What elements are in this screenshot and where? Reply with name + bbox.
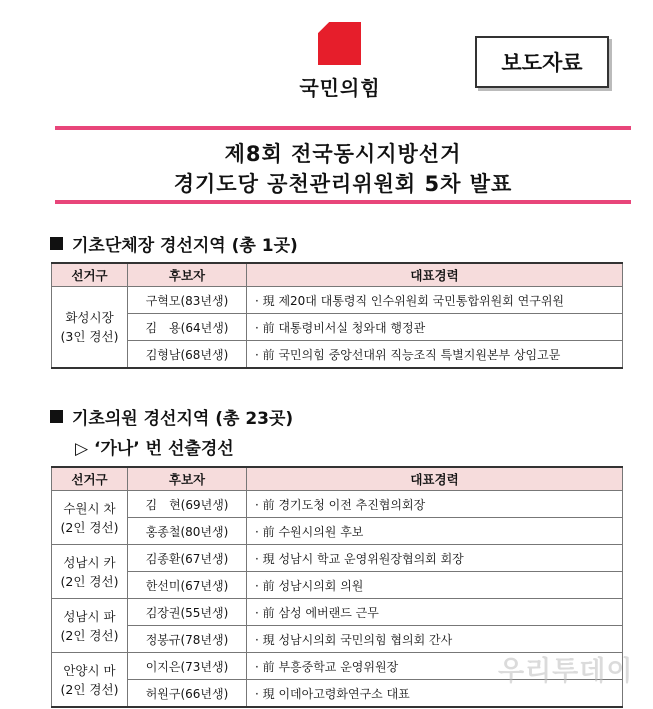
candidate-cell: 김형남(68년생) xyxy=(128,341,247,369)
table-row xyxy=(52,599,623,626)
career-cell: · 現 성남시의회 국민의힘 협의회 간사 xyxy=(247,626,623,653)
region-note: (2인 경선) xyxy=(60,573,119,589)
column-header: 후보자 xyxy=(128,263,247,287)
top-divider xyxy=(55,126,631,130)
bottom-divider xyxy=(55,200,631,204)
career-cell: · 現 성남시 학교 운영위원장협의회 회장 xyxy=(247,545,623,572)
region-cell xyxy=(52,653,128,708)
table-row xyxy=(52,518,623,545)
title-line-2: 경기도당 공천관리위원회 5차 발표 xyxy=(173,172,513,196)
section1-heading-text: 기초단체장 경선지역 (총 1곳) xyxy=(72,236,298,256)
candidate-cell: 구혁모(83년생) xyxy=(128,287,247,314)
career-cell: · 前 국민의힘 중앙선대위 직능조직 특별지원본부 상임고문 xyxy=(247,341,623,369)
party-name: 국민의힘 xyxy=(299,76,381,100)
candidate-cell: 한선미(67년생) xyxy=(128,572,247,599)
region-cell xyxy=(52,287,128,369)
section1-table xyxy=(51,262,623,369)
career-cell: · 前 경기도청 이전 추진협의회장 xyxy=(247,491,623,518)
column-header: 대표경력 xyxy=(247,263,623,287)
party-logo-icon xyxy=(318,22,361,65)
region-note: (2인 경선) xyxy=(60,681,119,697)
region-note: (3인 경선) xyxy=(60,329,119,344)
candidate-cell: 허원구(66년생) xyxy=(128,680,247,708)
candidate-cell: 이지은(73년생) xyxy=(128,653,247,680)
column-header: 후보자 xyxy=(128,467,247,491)
section2-subheading: ▷ ‘가나’ 번 선출경선 xyxy=(75,439,234,459)
press-release-badge: 보도자료 xyxy=(475,36,609,88)
region-note: (2인 경선) xyxy=(60,627,119,643)
career-cell: · 前 수원시의원 후보 xyxy=(247,518,623,545)
square-bullet-icon xyxy=(50,237,63,250)
region-name: 수원시 차 xyxy=(63,500,116,516)
table-row xyxy=(52,314,623,341)
table-header-row xyxy=(52,467,623,491)
title-line-1: 제8회 전국동시지방선거 xyxy=(224,142,462,166)
column-header: 선거구 xyxy=(52,263,128,287)
column-header: 선거구 xyxy=(52,467,128,491)
watermark: 우리투데이 xyxy=(498,656,634,687)
table-row xyxy=(52,341,623,369)
region-name: 화성시장 xyxy=(65,310,114,325)
career-cell: · 前 대통령비서실 청와대 행정관 xyxy=(247,314,623,341)
candidate-cell: 김종환(67년생) xyxy=(128,545,247,572)
table-row xyxy=(52,287,623,314)
candidate-cell: 정봉규(78년생) xyxy=(128,626,247,653)
table-row xyxy=(52,491,623,518)
region-cell xyxy=(52,491,128,545)
region-name: 성남시 카 xyxy=(63,554,116,570)
region-cell xyxy=(52,599,128,653)
candidate-cell: 김장권(55년생) xyxy=(128,599,247,626)
region-name: 안양시 마 xyxy=(63,662,116,678)
career-cell: · 前 부흥중학교 운영위원장 xyxy=(247,653,623,680)
section1-heading xyxy=(50,231,298,256)
career-cell: · 現 제20대 대통령직 인수위원회 국민통합위원회 연구위원 xyxy=(247,287,623,314)
candidate-cell: 홍종철(80년생) xyxy=(128,518,247,545)
section2-heading xyxy=(50,404,293,429)
region-cell xyxy=(52,545,128,599)
region-name: 성남시 파 xyxy=(63,608,116,624)
table-header-row xyxy=(52,263,623,287)
region-note: (2인 경선) xyxy=(60,519,119,535)
table-row xyxy=(52,545,623,572)
square-bullet-icon xyxy=(50,410,63,423)
section2-heading-text: 기초의원 경선지역 (총 23곳) xyxy=(72,409,294,429)
career-cell: · 前 성남시의회 의원 xyxy=(247,572,623,599)
career-cell: · 前 삼성 에버랜드 근무 xyxy=(247,599,623,626)
table-row xyxy=(52,572,623,599)
candidate-cell: 김 용(64년생) xyxy=(128,314,247,341)
candidate-cell: 김 현(69년생) xyxy=(128,491,247,518)
career-cell: · 現 이데아고령화연구소 대표 xyxy=(247,680,623,708)
column-header: 대표경력 xyxy=(247,467,623,491)
